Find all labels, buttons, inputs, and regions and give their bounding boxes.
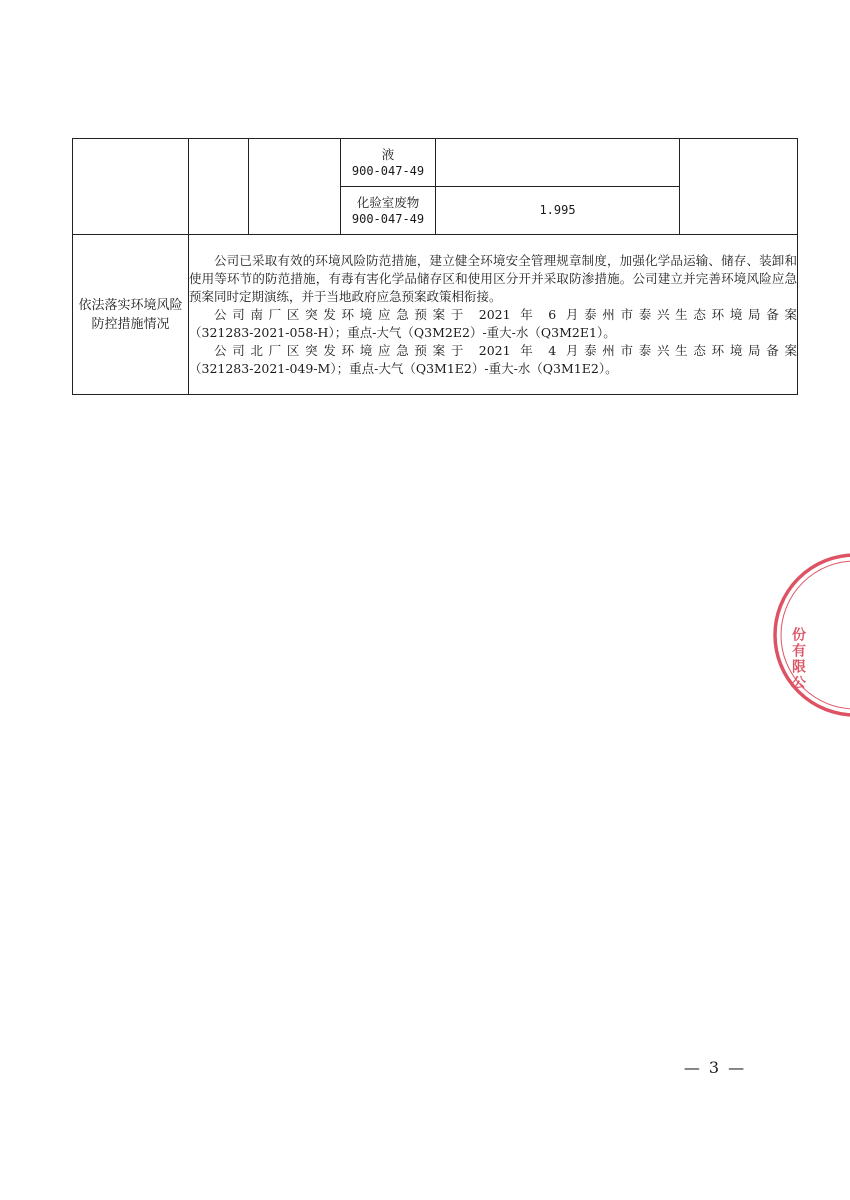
company-seal [760,545,840,725]
empty-cell [249,139,341,235]
info-table [72,138,798,395]
empty-cell [680,139,798,235]
waste-name: 化验室废物 [356,194,420,210]
empty-cell [73,139,189,235]
risk-paragraph: 公司北厂区突发环境应急预案于 2021 年 4 月泰州市泰兴生态环境局备案 [214,342,797,358]
risk-paragraph: （321283-2021-058-H）；重点-大气（Q3M2E2）-重大-水（Q3M2E1）。 [189,324,616,340]
page-number: — 3 — [683,1058,747,1077]
risk-label: 依法落实环境风险防控措施情况 [73,235,189,395]
amount-cell: 1.995 [436,187,680,235]
risk-content [189,235,798,395]
table-row [73,139,798,187]
amount-cell [436,139,680,187]
risk-paragraph: 公司南厂区突发环境应急预案于 2021 年 6 月泰州市泰兴生态环境局备案 [214,306,797,322]
waste-name: 液 [381,146,395,162]
table-row [73,235,798,395]
waste-code: 900-047-49 [351,211,425,226]
risk-paragraph: （321283-2021-049-M）；重点-大气（Q3M1E2）-重大-水（Q3M1E2）。 [189,360,618,376]
waste-code: 900-047-49 [351,163,425,178]
risk-paragraph: 公司已采取有效的环境风险防范措施，建立健全环境安全管理规章制度，加强化学品运输、储存、装卸和使用等环节的防范措施，有毒有害化学品储存区和使用区分开并采取防渗措施。公司建立并完善环境风险应急预案同时定期演练，并于当地政府应急预案政策相衔接。 [189,252,797,304]
seal-text-cn: 份有限公 [790,627,806,691]
waste-cell [341,139,436,187]
empty-cell [189,139,249,235]
waste-cell [341,187,436,235]
